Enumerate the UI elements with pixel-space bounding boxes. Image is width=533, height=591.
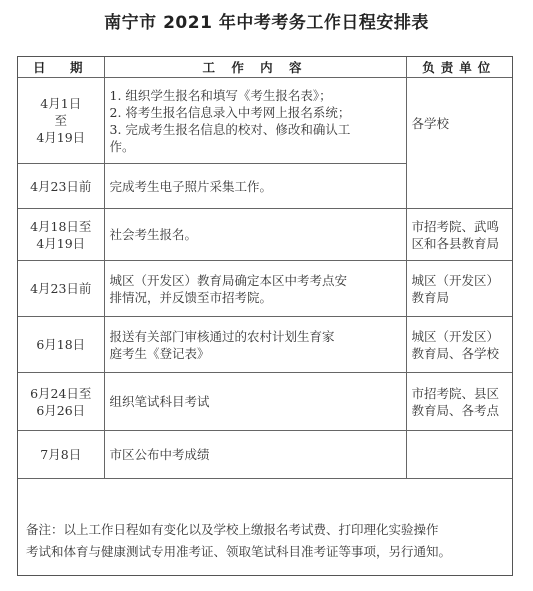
work-line: 组织笔试科目考试 xyxy=(109,394,210,409)
unit-line: 教育局、各学校 xyxy=(411,345,500,361)
work-line: 报送有关部门审核通过的农村计划生育家 xyxy=(109,328,335,344)
work-cell xyxy=(104,209,406,261)
unit-line: 城区（开发区） xyxy=(411,272,500,288)
date-line: 4月23日前 xyxy=(30,281,92,296)
page-title: 南宁市 2021 年中考考务工作日程安排表 xyxy=(104,13,429,33)
unit-cell xyxy=(406,261,512,317)
work-line: 1. 组织学生报名和填写《考生报名表》； xyxy=(109,87,332,103)
date-line: 4月1日 xyxy=(40,96,82,111)
date-line: 至 xyxy=(54,113,67,128)
footnote xyxy=(26,519,506,563)
unit-line: 教育局 xyxy=(411,289,450,305)
unit-cell-empty xyxy=(406,431,512,479)
table-row xyxy=(18,431,512,479)
work-cell xyxy=(104,78,406,164)
date-cell xyxy=(18,78,104,164)
date-cell xyxy=(18,317,104,373)
work-cell xyxy=(104,261,406,317)
table-header-row xyxy=(18,57,512,78)
work-line: 城区（开发区）教育局确定本区中考考点安 xyxy=(109,272,348,288)
table-row xyxy=(18,78,512,164)
table-row xyxy=(18,317,512,373)
date-cell xyxy=(18,261,104,317)
unit-line: 市招考院、县区 xyxy=(411,385,500,401)
work-line: 完成考生电子照片采集工作。 xyxy=(109,178,273,194)
work-line: 市区公布中考成绩 xyxy=(109,447,210,462)
work-line: 社会考生报名。 xyxy=(109,227,198,242)
footnote-line: 考试和体育与健康测试专用准考证、领取笔试科目准考证等事项，另行通知。 xyxy=(26,544,452,559)
header-unit: 负责单位 xyxy=(406,57,512,78)
date-cell xyxy=(18,373,104,431)
unit-cell xyxy=(406,78,512,209)
unit-cell xyxy=(406,209,512,261)
table-row xyxy=(18,373,512,431)
date-line: 6月24日至 xyxy=(30,385,92,401)
unit-cell xyxy=(406,373,512,431)
work-line: 2. 将考生报名信息录入中考网上报名系统； xyxy=(109,104,351,120)
work-line: 3. 完成考生报名信息的校对、修改和确认工 xyxy=(109,121,351,137)
table-row xyxy=(18,261,512,317)
table-row xyxy=(18,209,512,261)
work-line: 作。 xyxy=(109,138,135,154)
unit-line: 市招考院、武鸣 xyxy=(411,218,500,234)
work-line: 排情况，并反馈至市招考院。 xyxy=(109,289,273,305)
date-cell xyxy=(18,431,104,479)
date-cell xyxy=(18,164,104,209)
footnote-line: 备注：以上工作日程如有变化以及学校上缴报名考试费、打印理化实验操作 xyxy=(26,522,439,537)
header-work: 工 作 内 容 xyxy=(104,57,406,78)
schedule-table xyxy=(18,57,512,479)
work-cell xyxy=(104,164,406,209)
date-line: 6月26日 xyxy=(36,402,86,418)
work-cell xyxy=(104,431,406,479)
unit-line: 区和各县教育局 xyxy=(411,235,500,251)
work-line: 庭考生《登记表》 xyxy=(109,345,210,361)
unit-line: 各学校 xyxy=(411,115,450,131)
unit-line: 教育局、各考点 xyxy=(411,402,500,418)
date-line: 4月19日 xyxy=(36,235,86,251)
schedule-frame xyxy=(17,56,513,576)
header-date: 日 期 xyxy=(18,57,104,78)
date-cell xyxy=(18,209,104,261)
date-line: 4月19日 xyxy=(36,130,86,145)
unit-line: 城区（开发区） xyxy=(411,328,500,344)
work-cell xyxy=(104,317,406,373)
date-line: 4月18日至 xyxy=(30,218,92,234)
date-line: 7月8日 xyxy=(40,447,82,462)
date-line: 6月18日 xyxy=(36,337,86,352)
work-cell xyxy=(104,373,406,431)
unit-cell xyxy=(406,317,512,373)
date-line: 4月23日前 xyxy=(30,178,92,194)
